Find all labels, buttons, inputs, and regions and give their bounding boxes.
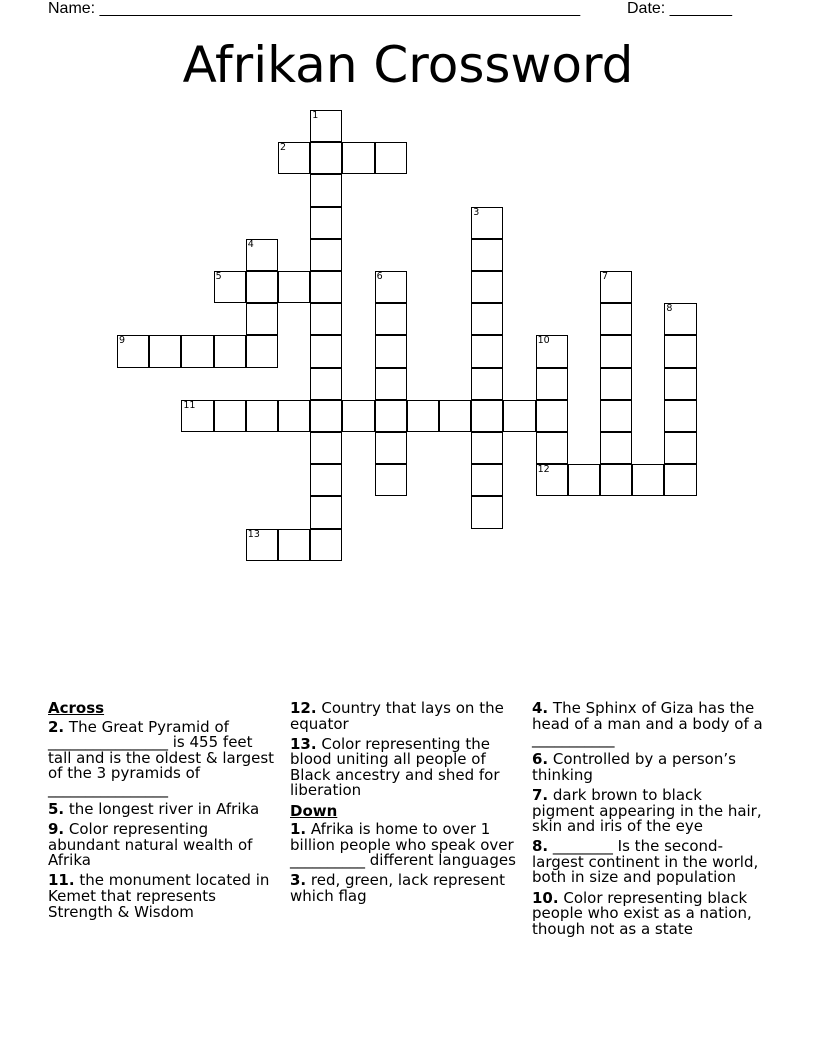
crossword-cell[interactable] [375,335,407,367]
clue-number: 4 [247,238,254,250]
clue-item-number: 7. [532,785,549,804]
crossword-cell[interactable] [471,464,503,496]
clue-number: 12 [537,464,550,476]
clue-item-number: 3. [290,871,307,890]
crossword-cell[interactable] [600,400,632,432]
crossword-cell[interactable] [181,335,213,367]
crossword-cell[interactable] [471,400,503,432]
crossword-cell[interactable] [664,303,696,335]
crossword-cell[interactable] [214,271,246,303]
crossword-cell[interactable] [375,432,407,464]
clue-item-text: dark brown to black pigment appearing in the hair, skin and iris of the eye [532,785,762,836]
crossword-cell[interactable] [310,464,342,496]
crossword-cell[interactable] [600,464,632,496]
crossword-cell[interactable] [246,335,278,367]
clue-number: 9 [119,335,126,347]
clue-item-text: Color representing black people who exist as a nation, though not as a state [532,888,752,938]
crossword-cell[interactable] [310,207,342,239]
crossword-cell[interactable] [310,271,342,303]
crossword-cell[interactable] [278,400,310,432]
clue-column-3 [532,701,764,942]
crossword-cell[interactable] [310,142,342,174]
clue-item-number: 13. [290,734,317,753]
clue-item [532,752,764,783]
crossword-cell[interactable] [214,335,246,367]
across-heading: Across [48,699,105,717]
clue-number: 8 [666,303,673,315]
clue-item-text: Color representing the blood uniting all people of Black ancestry and shed for liberation [290,734,500,800]
down-heading: Down [290,801,338,820]
crossword-cell[interactable] [375,400,407,432]
down-clue-list-continued [532,701,764,937]
crossword-cell[interactable] [310,432,342,464]
crossword-cell[interactable] [471,496,503,528]
clue-number: 7 [602,271,609,282]
crossword-cell[interactable] [568,464,600,496]
across-clue-list-continued [290,701,522,799]
crossword-cell[interactable] [310,110,342,142]
clue-number: 2 [280,142,287,154]
clue-number: 5 [215,271,222,282]
crossword-cell[interactable] [536,335,568,367]
clue-item [290,701,522,732]
crossword-cell[interactable] [664,368,696,400]
clue-item [532,888,764,938]
crossword-cell[interactable] [342,142,374,174]
clue-number: 13 [247,528,260,540]
crossword-cell[interactable] [375,303,407,335]
clue-item-text: the longest river in Afrika [64,800,260,819]
clue-item-number: 10. [532,888,559,907]
crossword-cell[interactable] [149,335,181,367]
clue-item-text: the monument located in Kemet that represents Strength & Wisdom [48,871,270,921]
crossword-cell[interactable] [246,303,278,335]
crossword-cell[interactable] [246,239,278,271]
clue-item-text: red, green, lack represent which flag [290,871,506,906]
crossword-cell[interactable] [632,464,664,496]
crossword-cell[interactable] [375,271,407,303]
clue-item-text: ________ Is the second-largest continent in the world, both in size and population [532,837,759,887]
crossword-cell[interactable] [407,400,439,432]
crossword-cell[interactable] [310,400,342,432]
crossword-cell[interactable] [375,368,407,400]
crossword-cell[interactable] [214,400,246,432]
clue-item [532,701,764,748]
crossword-cell[interactable] [375,142,407,174]
crossword-cell[interactable] [181,400,213,432]
clue-item-text: Afrika is home to over 1 billion people who speak over __________ different languages [290,820,516,870]
clue-item [48,822,280,869]
crossword-cell[interactable] [117,335,149,367]
crossword-cell[interactable] [600,335,632,367]
crossword-cell[interactable] [310,368,342,400]
crossword-cell[interactable] [278,142,310,174]
crossword-cell[interactable] [471,432,503,464]
clue-item-number: 5. [48,800,65,819]
clue-item-number: 6. [532,750,549,769]
date-field-label: Date: _______ [627,0,732,17]
clue-number: 6 [376,271,383,282]
crossword-cell[interactable] [439,400,471,432]
crossword-cell[interactable] [471,207,503,239]
clue-item-number: 8. [532,837,549,856]
clue-item [290,873,522,904]
clue-item-number: 12. [290,699,317,717]
clue-item [48,873,280,920]
crossword-cell[interactable] [664,335,696,367]
crossword-cell[interactable] [600,271,632,303]
clue-item-number: 1. [290,820,307,839]
clue-item [48,717,280,798]
crossword-cell[interactable] [278,529,310,561]
clue-item-text: The Sphinx of Giza has the head of a man and a body of a ___________ [532,699,763,749]
crossword-cell[interactable] [600,368,632,400]
clue-item [532,785,764,836]
clue-item-text: Controlled by a person’s thinking [532,750,736,784]
clue-item [290,822,522,869]
crossword-cell[interactable] [310,529,342,561]
clue-item-text: The Great Pyramid of ________________ is 455 feet tall and is the oldest & largest of the 3 pyramids of ________________ [48,717,275,798]
crossword-cell[interactable] [503,400,535,432]
crossword-cell[interactable] [664,432,696,464]
crossword-cell[interactable] [600,432,632,464]
clue-column-2 [290,701,522,909]
clue-item-number: 4. [532,699,549,717]
crossword-cell[interactable] [471,335,503,367]
page-title: Afrikan Crossword [182,36,634,94]
crossword-cell[interactable] [664,400,696,432]
crossword-cell[interactable] [310,335,342,367]
crossword-cell[interactable] [536,400,568,432]
crossword-cell[interactable] [471,368,503,400]
crossword-cell[interactable] [310,239,342,271]
crossword-cell[interactable] [600,303,632,335]
crossword-cell[interactable] [310,303,342,335]
crossword-cell[interactable] [246,529,278,561]
crossword-cell[interactable] [310,174,342,206]
crossword-cell[interactable] [375,464,407,496]
clue-item [532,839,764,886]
clue-number: 10 [537,335,550,347]
clue-number: 11 [183,399,196,411]
clue-item-number: 11. [48,871,75,890]
crossword-cell[interactable] [310,496,342,528]
clue-number: 3 [473,206,480,218]
down-clue-list [290,822,522,904]
clue-item-text: Country that lays on the equator [290,699,504,733]
clue-item [290,734,522,800]
crossword-cell[interactable] [664,464,696,496]
crossword-cell[interactable] [471,239,503,271]
clue-item-number: 2. [48,717,65,736]
clue-column-1 [48,701,280,925]
crossword-cell[interactable] [342,400,374,432]
crossword-cell[interactable] [471,271,503,303]
crossword-cell[interactable] [278,271,310,303]
crossword-cell[interactable] [471,303,503,335]
crossword-cell[interactable] [246,271,278,303]
clue-item-text: Color representing abundant natural wealth of Afrika [48,820,253,870]
crossword-cell[interactable] [246,400,278,432]
crossword-cell[interactable] [536,368,568,400]
crossword-cell[interactable] [536,464,568,496]
clue-item [48,802,280,818]
crossword-cell[interactable] [536,432,568,464]
clue-item-number: 9. [48,820,65,839]
across-clue-list [48,717,280,921]
clue-number: 1 [312,110,319,121]
name-field-label: Name: ______________________________________________________ [48,0,581,17]
